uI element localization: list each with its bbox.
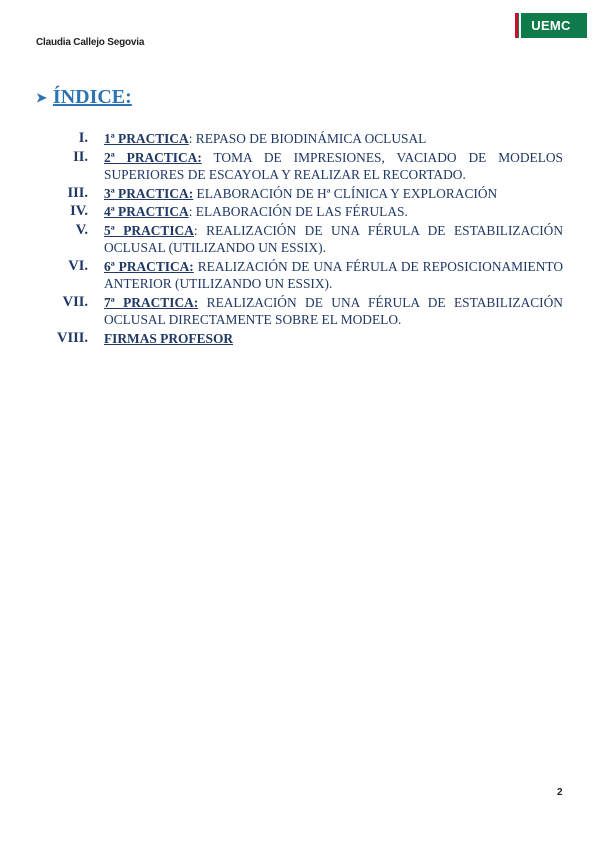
toc-item-number: III. bbox=[67, 184, 88, 201]
toc-item-label: 5ª PRACTICA bbox=[104, 222, 194, 238]
toc-item-text: REALIZACIÓN DE UNA FÉRULA DE REPOSICIONAMIENTO ANTERIOR (UTILIZANDO UN ESSIX). bbox=[104, 258, 563, 291]
toc-item-body bbox=[104, 294, 563, 329]
toc-item-body bbox=[104, 149, 563, 184]
toc-item bbox=[48, 222, 563, 257]
toc-item-number: VIII. bbox=[56, 329, 88, 346]
toc-item bbox=[48, 294, 563, 329]
toc-item-number: VII. bbox=[62, 293, 88, 310]
uemc-logo bbox=[515, 13, 587, 38]
toc-item-number: I. bbox=[78, 130, 88, 146]
toc-item-text: : REPASO DE BIODINÁMICA OCLUSAL bbox=[188, 131, 427, 146]
toc-item-label: 1ª PRACTICA bbox=[104, 131, 189, 146]
toc-item-number: II. bbox=[73, 148, 88, 165]
toc-item bbox=[48, 185, 563, 203]
toc-item-number: V. bbox=[75, 221, 88, 238]
table-of-contents bbox=[48, 130, 563, 348]
toc-item-text: : REALIZACIÓN DE UNA FÉRULA DE ESTABILIZACIÓN OCLUSAL (UTILIZANDO UN ESSIX). bbox=[104, 222, 564, 255]
toc-item bbox=[48, 130, 563, 148]
toc-item bbox=[48, 330, 563, 348]
toc-item-label: 4ª PRACTICA bbox=[104, 204, 189, 219]
toc-item-label: 6ª PRACTICA: bbox=[104, 258, 194, 274]
toc-item-body bbox=[104, 130, 563, 148]
toc-item-body bbox=[104, 330, 563, 348]
toc-item-body bbox=[104, 185, 563, 203]
toc-item-label: 7ª PRACTICA: bbox=[104, 294, 199, 310]
toc-item-body bbox=[104, 258, 563, 293]
toc-item-body bbox=[104, 222, 563, 257]
author-name: Claudia Callejo Segovia bbox=[36, 37, 145, 48]
toc-item-number: IV. bbox=[70, 203, 88, 219]
toc-item-body bbox=[104, 203, 563, 221]
toc-item-text: REALIZACIÓN DE UNA FÉRULA DE ESTABILIZACIÓN OCLUSAL DIRECTAMENTE SOBRE EL MODELO. bbox=[104, 294, 563, 327]
logo-text: UEMC bbox=[531, 18, 571, 33]
page-number: 2 bbox=[557, 787, 563, 798]
toc-item-label: FIRMAS PROFESOR bbox=[104, 330, 234, 346]
index-heading bbox=[36, 86, 132, 109]
toc-item bbox=[48, 203, 563, 221]
toc-item-text: ELABORACIÓN DE Hª CLÍNICA Y EXPLORACIÓN bbox=[193, 185, 498, 201]
toc-item-text: : ELABORACIÓN DE LAS FÉRULAS. bbox=[188, 204, 408, 219]
toc-item bbox=[48, 149, 563, 184]
toc-item-number: VI. bbox=[68, 257, 88, 274]
toc-item-text: TOMA DE IMPRESIONES, VACIADO DE MODELOS SUPERIORES DE ESCAYOLA Y REALIZAR EL RECORTADO. bbox=[104, 149, 563, 182]
toc-item-label: 3ª PRACTICA: bbox=[104, 185, 194, 201]
index-title: ÍNDICE: bbox=[52, 86, 132, 108]
toc-item bbox=[48, 258, 563, 293]
arrow-bullet-icon: ➤ bbox=[36, 89, 47, 105]
toc-item-label: 2ª PRACTICA: bbox=[104, 149, 202, 165]
